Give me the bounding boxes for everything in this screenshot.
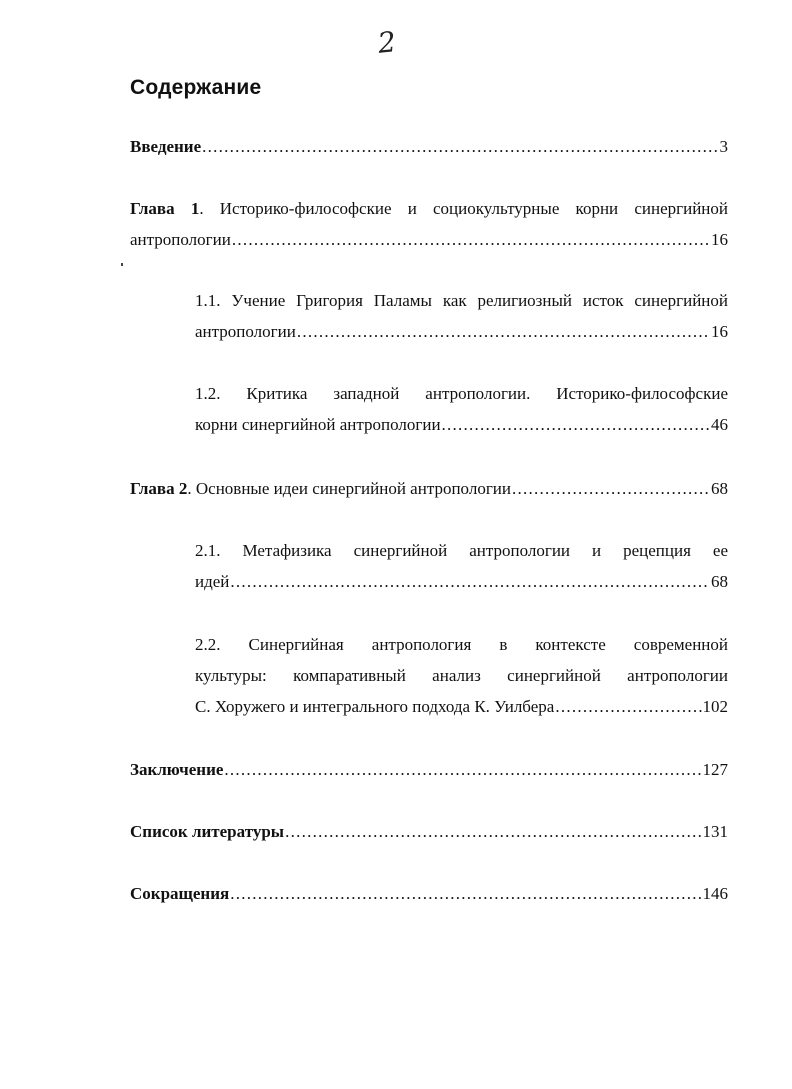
page-title: Содержание bbox=[130, 76, 262, 99]
toc-entry-chapter-1-line-2[interactable] bbox=[130, 225, 728, 255]
toc-entry-text: корни синергийной антропологии bbox=[195, 415, 441, 434]
scan-speck bbox=[121, 263, 123, 266]
toc-page-number: 68 bbox=[711, 572, 728, 591]
toc-entry-text: . Историко-философские и социокультурные корни синергийной bbox=[199, 199, 728, 218]
toc-entry-section-2-1-line-1[interactable] bbox=[195, 536, 728, 566]
dot-leader bbox=[285, 817, 701, 847]
toc-entry-section-2-1-line-2[interactable] bbox=[195, 567, 728, 597]
toc-entry-label: Введение bbox=[130, 137, 202, 156]
toc-entry-text: культуры: компаративный анализ синергийной антропологии bbox=[195, 666, 728, 685]
toc-entry-text: идей bbox=[195, 572, 230, 591]
toc-entry-label: Заключение bbox=[130, 760, 224, 779]
toc-page-number: 3 bbox=[719, 137, 728, 156]
toc-entry-chapter-1-line-1[interactable] bbox=[130, 194, 728, 224]
toc-entry-text: . Основные идеи синергийной антропологии bbox=[187, 479, 511, 498]
toc-entry-section-1-2-line-2[interactable] bbox=[195, 410, 728, 440]
dot-leader bbox=[512, 474, 710, 504]
dot-leader bbox=[232, 225, 710, 255]
dot-leader bbox=[442, 410, 710, 440]
toc-page-number: 16 bbox=[711, 322, 728, 341]
toc-entry-section-2-2-line-3[interactable] bbox=[195, 692, 728, 722]
toc-entry-introduction[interactable] bbox=[130, 132, 728, 162]
toc-entry-label: Сокращения bbox=[130, 884, 230, 903]
toc-page-number: 131 bbox=[702, 822, 728, 841]
toc-entry-conclusion[interactable] bbox=[130, 755, 728, 785]
dot-leader bbox=[224, 755, 701, 785]
toc-entry-section-2-2-line-1[interactable] bbox=[195, 630, 728, 660]
toc-entry-bibliography[interactable] bbox=[130, 817, 728, 847]
dot-leader bbox=[230, 879, 701, 909]
toc-page-number: 68 bbox=[711, 479, 728, 498]
handwritten-page-number: 2 bbox=[376, 25, 398, 60]
toc-entry-section-2-2-line-2[interactable] bbox=[195, 661, 728, 691]
toc-page-number: 16 bbox=[711, 230, 728, 249]
toc-entry-label: Список литературы bbox=[130, 822, 285, 841]
toc-page-number: 102 bbox=[702, 697, 728, 716]
toc-entry-text: 1.1. Учение Григория Паламы как религиозный исток синергийной bbox=[195, 291, 728, 310]
toc-entry-text: 1.2. Критика западной антропологии. Историко-философские bbox=[195, 384, 728, 403]
toc-entry-label: Глава 1 bbox=[130, 199, 200, 218]
toc-page-number: 46 bbox=[711, 415, 728, 434]
toc-entry-section-1-2-line-1[interactable] bbox=[195, 379, 728, 409]
dot-leader bbox=[230, 567, 710, 597]
dot-leader bbox=[202, 132, 718, 162]
toc-page-number: 146 bbox=[702, 884, 728, 903]
dot-leader bbox=[297, 317, 710, 347]
toc-entry-label: Глава 2 bbox=[130, 479, 188, 498]
toc-entry-text: 2.2. Синергийная антропология в контексте современной bbox=[195, 635, 728, 654]
toc-entry-text: антропологии bbox=[195, 322, 296, 341]
toc-entry-text: С. Хоружего и интегрального подхода К. Уилбера bbox=[195, 697, 555, 716]
toc-page-number: 127 bbox=[702, 760, 728, 779]
toc-entry-text: антропологии bbox=[130, 230, 231, 249]
toc-entry-abbreviations[interactable] bbox=[130, 879, 728, 909]
dot-leader bbox=[555, 692, 701, 722]
toc-entry-chapter-2[interactable] bbox=[130, 474, 728, 504]
toc-entry-section-1-1-line-1[interactable] bbox=[195, 286, 728, 316]
toc-entry-section-1-1-line-2[interactable] bbox=[195, 317, 728, 347]
toc-entry-text: 2.1. Метафизика синергийной антропологии и рецепция ее bbox=[195, 541, 728, 560]
